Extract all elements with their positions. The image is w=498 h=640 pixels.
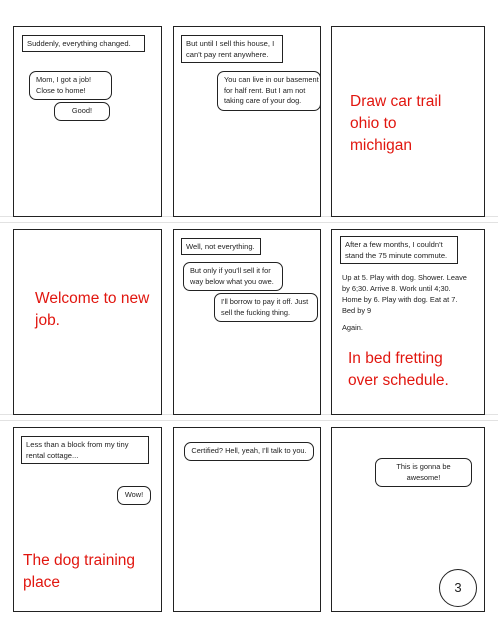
caption-text: Suddenly, everything changed. <box>27 39 131 48</box>
comic-panel-3 <box>331 26 485 217</box>
comic-panel-9 <box>331 427 485 612</box>
caption-text-line: can't pay rent anywhere. <box>186 50 269 59</box>
artist-note <box>348 348 449 392</box>
speech-bubble <box>375 458 472 487</box>
schedule-line: Bed by 9 <box>342 306 372 315</box>
speech-bubble <box>54 102 110 121</box>
speech-bubble <box>183 262 283 291</box>
again-label: Again. <box>342 323 363 332</box>
note-line: place <box>23 574 61 591</box>
comic-panel-7 <box>13 427 162 612</box>
page-guide-line <box>0 222 498 223</box>
note-line: ohio to <box>350 115 397 132</box>
comic-panel-4 <box>13 229 162 415</box>
comic-panel-8 <box>173 427 321 612</box>
caption-box <box>21 436 149 464</box>
page-guide-line <box>0 420 498 421</box>
artist-note <box>23 550 135 594</box>
schedule-text <box>342 272 467 316</box>
note-line: Draw car trail <box>350 93 442 110</box>
speech-bubble <box>184 442 314 461</box>
speech-bubble <box>117 486 151 505</box>
bubble-text-line: Mom, I got a job! <box>36 75 92 84</box>
bubble-text-line: way below what you owe. <box>190 276 274 286</box>
artist-note <box>350 91 441 157</box>
note-line: job. <box>35 312 60 329</box>
caption-text: Well, not everything. <box>186 242 255 251</box>
bubble-text: Certified? Hell, yeah, I'll talk to you. <box>191 446 307 455</box>
bubble-text-line: sell the fucking thing. <box>221 307 291 317</box>
note-line: michigan <box>350 137 413 154</box>
note-line: over schedule. <box>348 372 449 389</box>
comic-panel-6 <box>331 229 485 415</box>
artist-note <box>35 288 149 332</box>
schedule-line: Up at 5. Play with dog. Shower. Leave <box>342 273 467 282</box>
speech-bubble <box>29 71 112 100</box>
caption-text-line: rental cottage... <box>26 451 79 460</box>
speech-bubble <box>217 71 321 111</box>
caption-box <box>181 35 283 63</box>
comic-panel-2 <box>173 26 321 217</box>
comic-panel-1 <box>13 26 162 217</box>
schedule-line: Home by 6. Play with dog. Eat at 7. <box>342 295 458 304</box>
caption-text-line: But until I sell this house, I <box>186 39 275 48</box>
page-number: 3 <box>454 580 462 595</box>
again-text <box>342 322 363 333</box>
bubble-text: Good! <box>71 106 93 115</box>
speech-bubble <box>214 293 318 322</box>
bubble-text-line: But only if you'll sell it for <box>190 266 271 275</box>
caption-text-line: After a few months, I couldn't <box>345 240 443 249</box>
schedule-line: by 6;30. Arrive 8. Work until 4;30. <box>342 284 451 293</box>
note-line: The dog training <box>23 552 136 569</box>
caption-box <box>22 35 145 52</box>
note-line: In bed fretting <box>348 350 443 367</box>
bubble-text: This is gonna be awesome! <box>396 462 451 482</box>
caption-text-line: Less than a block from my tiny <box>26 440 129 449</box>
comic-panel-5 <box>173 229 321 415</box>
bubble-text: Wow! <box>124 490 144 499</box>
caption-text-line: stand the 75 minute commute. <box>345 251 448 260</box>
bubble-text-line: Close to home! <box>36 85 86 95</box>
caption-box <box>340 236 458 264</box>
note-line: Welcome to new <box>35 290 150 307</box>
page-number-circle <box>439 569 477 607</box>
caption-box <box>181 238 261 255</box>
bubble-text-line: You can live in our basement <box>224 75 319 84</box>
bubble-text-line: taking care of your dog. <box>224 96 302 105</box>
bubble-text-line: for half rent. But I am not <box>224 85 306 95</box>
bubble-text-line: I'll borrow to pay it off. Just <box>221 297 309 306</box>
